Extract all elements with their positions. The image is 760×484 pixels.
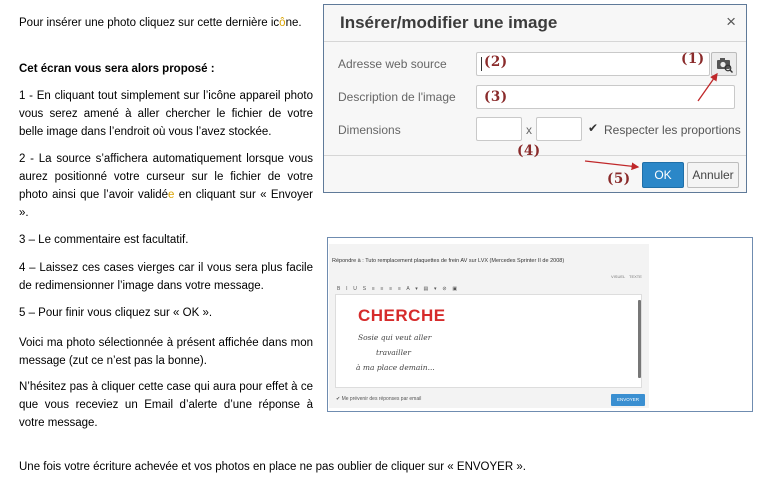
annotation-1: (1)	[681, 51, 705, 67]
source-label: Adresse web source	[338, 57, 447, 71]
tab-visual[interactable]: VISUEL	[611, 274, 626, 279]
ok-button[interactable]: OK	[642, 162, 684, 188]
instruction-step-3: 3 – Le commentaire est facultatif.	[19, 234, 189, 246]
annotation-2: (2)	[484, 54, 508, 70]
step-2-text: 2 - La source s’affichera automatiquement lorsque vous aurez positionné votre curseur sur le fichier de votre photo ainsi que l’avoir validé	[19, 153, 313, 201]
annotation-3: (3)	[484, 89, 508, 105]
intro-text-end: ne.	[285, 17, 302, 29]
keep-ratio-label: Respecter les proportions	[604, 123, 741, 137]
inserted-image-heading: CHERCHE	[358, 306, 446, 325]
instruction-step-4: 4 – Laissez ces cases vierges car il vous sera plus facile de redimensionner l’image dans votre message.	[19, 262, 313, 292]
instruction-result: Voici ma photo sélectionnée à présent affichée dans mon message (zut ce n’est pas la bonne).	[19, 337, 313, 367]
inserted-image-line-3: à ma place demain...	[356, 363, 435, 372]
inserted-image-line-1: Sosie qui veut aller	[358, 333, 432, 342]
notify-checkbox-row[interactable]	[336, 396, 421, 402]
dimension-separator: x	[526, 123, 532, 137]
footer-note: Une fois votre écriture achevée et vos photos en place ne pas oublier de cliquer sur « ENVOYER ».	[19, 461, 526, 473]
close-icon[interactable]: ×	[726, 12, 736, 31]
keep-ratio-checkbox[interactable]: ✔	[588, 121, 599, 135]
instruction-notify: N’hésitez pas à cliquer cette case qui aura pour effet à ce que vous receviez un Email d’alerte d’une réponse à votre message.	[19, 381, 313, 429]
step-2-text-end: en cliquant sur « Envoyer ».	[19, 189, 314, 219]
instruction-heading-text: Cet écran vous sera alors proposé :	[19, 63, 215, 75]
editor-scrollbar[interactable]	[638, 300, 641, 378]
instruction-step-5: 5 – Pour finir vous cliquez sur « OK ».	[19, 307, 213, 319]
arrow-to-ok	[585, 161, 638, 167]
message-editor[interactable]	[335, 294, 642, 388]
inserted-image-line-2: travailler	[376, 348, 411, 357]
annotation-5: (5)	[607, 171, 631, 187]
annotation-4: (4)	[517, 143, 541, 159]
reply-form-screenshot	[327, 237, 753, 412]
dimensions-label: Dimensions	[338, 123, 401, 137]
dialog-title: Insérer/modifier une image	[340, 13, 558, 32]
step-2-highlight: e	[168, 189, 175, 201]
cancel-button[interactable]: Annuler	[687, 162, 739, 188]
editor-toolbar[interactable]: B I U S ≡ ≡ ≡ ≡ A ▾ ▤ ▾ ⊘ ▣	[337, 286, 460, 292]
arrow-to-browse	[698, 74, 717, 101]
intro-highlight: ô	[279, 17, 286, 29]
reply-title: Répondre à : Tuto remplacement plaquettes de frein AV sur LVX (Mercedes Sprinter II de 2008)	[332, 258, 565, 264]
notify-checkbox[interactable]: ✔	[336, 396, 341, 402]
instruction-step-1: 1 - En cliquant tout simplement sur l’icône appareil photo vous serez amené à aller chercher le fichier de votre belle image dans l’endroit où vous l’avez stockée.	[19, 90, 313, 138]
notify-label: Me prévenir des réponses par email	[341, 396, 422, 402]
intro-text: Pour insérer une photo cliquez sur cette dernière ic	[19, 17, 280, 29]
tab-text[interactable]: TEXTE	[629, 274, 642, 279]
send-button[interactable]: ENVOYER	[611, 394, 645, 406]
reply-form-panel	[329, 244, 649, 408]
description-label: Description de l'image	[338, 90, 456, 104]
